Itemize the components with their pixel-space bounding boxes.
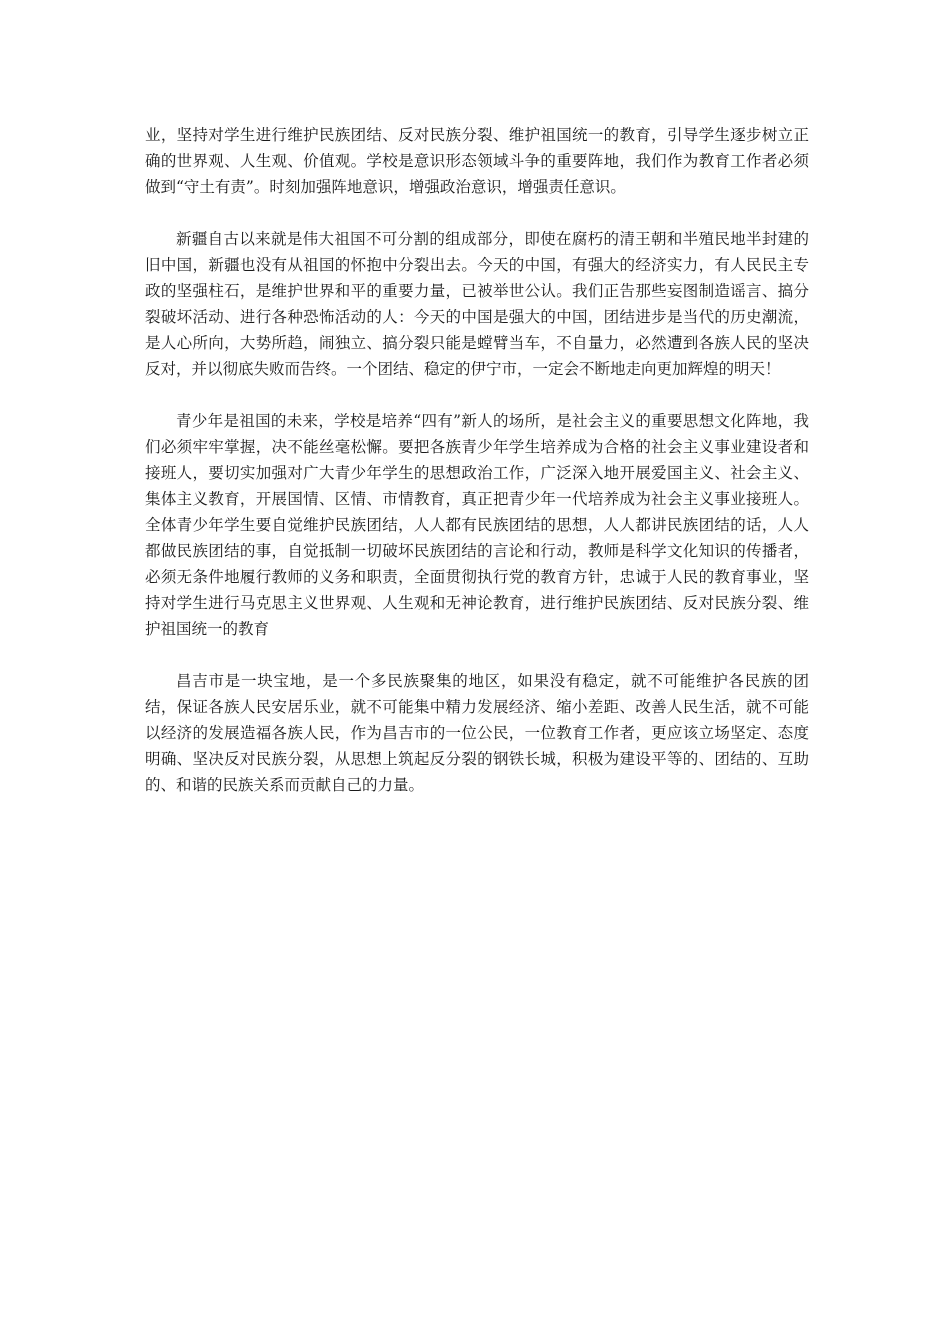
document-page <box>145 122 809 824</box>
paragraph-xinjiang: 新疆自古以来就是伟大祖国不可分割的组成部分，即使在腐朽的清王朝和半殖民地半封建的旧中国，新疆也没有从祖国的怀抱中分裂出去。今天的中国，有强大的经济实力，有人民民主专政的坚强柱石，是维护世界和平的重要力量，已被举世公认。我们正告那些妄图制造谣言、搞分裂破坏活动、进行各种恐怖活动的人：今天的中国是强大的中国，团结进步是当代的历史潮流，是人心所向，大势所趋，闹独立、搞分裂只能是螳臂当车，不自量力，必然遭到各族人民的坚决反对，并以彻底失败而告终。一个团结、稳定的伊宁市，一定会不断地走向更加辉煌的明天！ <box>145 230 809 378</box>
paragraph-youth: 青少年是祖国的未来，学校是培养“四有”新人的场所，是社会主义的重要思想文化阵地，我们必须牢牢掌握，决不能丝毫松懈。要把各族青少年学生培养成为合格的社会主义事业建设者和接班人，要切实加强对广大青少年学生的思想政治工作，广泛深入地开展爱国主义、社会主义、集体主义教育，开展国情、区情、市情教育，真正把青少年一代培养成为社会主义事业接班人。全体青少年学生要自觉维护民族团结，人人都有民族团结的思想，人人都讲民族团结的话，人人都做民族团结的事，自觉抵制一切破坏民族团结的言论和行动，教师是科学文化知识的传播者，必须无条件地履行教师的义务和职责，全面贯彻执行党的教育方针，忠诚于人民的教育事业，坚持对学生进行马克思主义世界观、人生观和无神论教育，进行维护民族团结、反对民族分裂、维护祖国统一的教育 <box>145 412 809 638</box>
paragraph-changji: 昌吉市是一块宝地，是一个多民族聚集的地区，如果没有稳定，就不可能维护各民族的团结，保证各族人民安居乐业，就不可能集中精力发展经济、缩小差距、改善人民生活，就不可能以经济的发展造福各族人民，作为昌吉市的一位公民，一位教育工作者，更应该立场坚定、态度明确、坚决反对民族分裂，从思想上筑起反分裂的钢铁长城，积极为建设平等的、团结的、互助的、和谐的民族关系而贡献自己的力量。 <box>145 672 809 794</box>
paragraph-continuation: 业，坚持对学生进行维护民族团结、反对民族分裂、维护祖国统一的教育，引导学生逐步树立正确的世界观、人生观、价值观。学校是意识形态领域斗争的重要阵地，我们作为教育工作者必须做到“守土有责”。时刻加强阵地意识，增强政治意识，增强责任意识。 <box>145 126 809 196</box>
